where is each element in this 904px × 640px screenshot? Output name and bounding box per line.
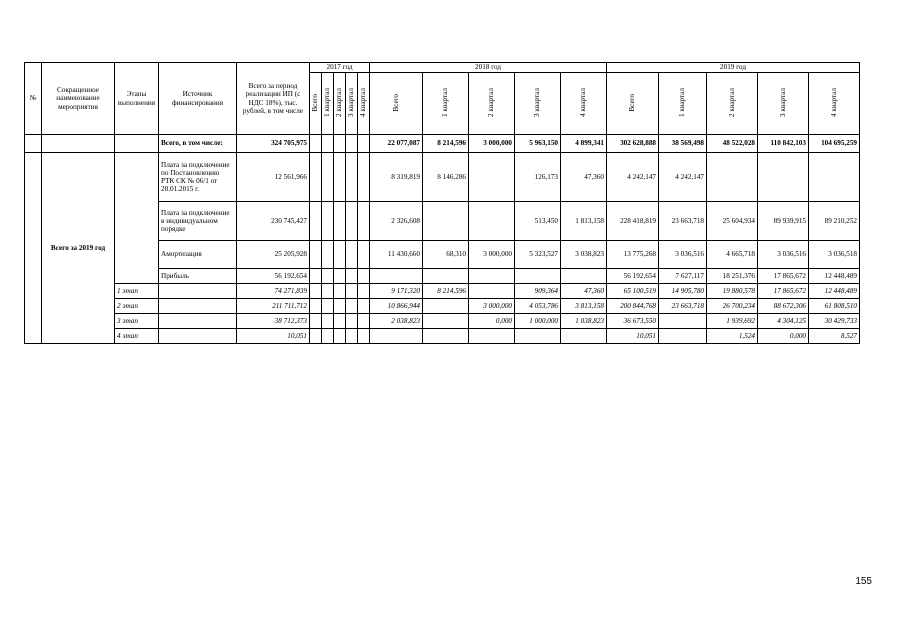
cell-2019-q1: 23 663,718 (659, 202, 707, 241)
summary-2018-q4: 4 899,341 (561, 135, 607, 153)
source-total: 230 745,427 (237, 202, 310, 241)
cell-2019-q4: 12 448,489 (809, 284, 860, 299)
cell-2018-q2: 3 000,000 (469, 299, 515, 314)
cell-2019-total: 4 242,147 (607, 153, 659, 202)
summary-2019-q2: 48 522,028 (707, 135, 758, 153)
cell-2018-total: 8 319,819 (370, 153, 423, 202)
cell-2018-q1 (423, 329, 469, 344)
source-label: Амортизация (159, 241, 237, 269)
header-2019-q1: 1 квартал (659, 73, 707, 135)
header-2018-q2: 2 квартал (469, 73, 515, 135)
header-2018-q4: 4 квартал (561, 73, 607, 135)
cell-2018-q3 (515, 329, 561, 344)
cell-2018-total: 9 171,320 (370, 284, 423, 299)
header-2019-q4: 4 квартал (809, 73, 860, 135)
cell-2019-q1 (659, 314, 707, 329)
cell-2018-q1: 8 146,286 (423, 153, 469, 202)
cell-2019-q2: 1 939,692 (707, 314, 758, 329)
cell-2018-q4: 1 813,158 (561, 202, 607, 241)
cell-2019-q3: 3 036,516 (758, 241, 809, 269)
cell-2018-total (370, 329, 423, 344)
cell-2019-q4: 3 036,518 (809, 241, 860, 269)
header-2017-q2: 2 квартал (334, 73, 346, 135)
cell-2019-total: 200 844,768 (607, 299, 659, 314)
cell-2018-q4 (561, 329, 607, 344)
header-2017-q1: 1 квартал (322, 73, 334, 135)
cell-2019-q1: 4 242,147 (659, 153, 707, 202)
cell-2018-q4 (561, 269, 607, 284)
summary-row (25, 135, 860, 153)
stage-total: 38 712,373 (237, 314, 310, 329)
header-source: Источник финансирования (159, 63, 237, 135)
source-total: 12 561,966 (237, 153, 310, 202)
header-name: Сокращенное наименование мероприятия (42, 63, 115, 135)
stage-label: 3 этап (115, 314, 159, 329)
summary-2017-q3 (346, 135, 358, 153)
cell-2018-total: 2 038,823 (370, 314, 423, 329)
cell-2018-q3: 4 053,786 (515, 299, 561, 314)
cell-2019-q4: 30 429,733 (809, 314, 860, 329)
cell-2019-total: 10,051 (607, 329, 659, 344)
stage-total: 10,051 (237, 329, 310, 344)
cell-2018-total (370, 269, 423, 284)
cell-2019-q3 (758, 153, 809, 202)
source-total: 25 205,928 (237, 241, 310, 269)
cell-2019-q2: 18 251,376 (707, 269, 758, 284)
cell-2018-q3: 5 323,527 (515, 241, 561, 269)
cell-2019-q2: 4 665,718 (707, 241, 758, 269)
header-2019-q2: 2 квартал (707, 73, 758, 135)
header-2019-q3: 3 квартал (758, 73, 809, 135)
header-2019-total: Всего (607, 73, 659, 135)
cell-2018-q2: 3 000,000 (469, 241, 515, 269)
cell-2019-q3: 0,000 (758, 329, 809, 344)
cell-2018-q2 (469, 329, 515, 344)
header-2018-q1: 1 квартал (423, 73, 469, 135)
cell-2018-q3: 909,364 (515, 284, 561, 299)
header-stage: Этапы выполнения (115, 63, 159, 135)
stage-label: 1 этап (115, 284, 159, 299)
cell-2019-q2 (707, 153, 758, 202)
cell-2018-q2 (469, 153, 515, 202)
cell-2019-q2: 19 880,578 (707, 284, 758, 299)
source-total: 56 192,654 (237, 269, 310, 284)
summary-2018-q1: 8 214,596 (423, 135, 469, 153)
header-2017-q3: 3 квартал (346, 73, 358, 135)
cell-2019-q3: 17 865,672 (758, 269, 809, 284)
stage-row (25, 329, 860, 344)
cell-2018-q4: 47,360 (561, 153, 607, 202)
stage-row (25, 299, 860, 314)
header-2017-total: Всего (310, 73, 322, 135)
cell-2019-q1: 23 663,718 (659, 299, 707, 314)
cell-2019-q4: 12 448,489 (809, 269, 860, 284)
cell-2019-total: 13 775,268 (607, 241, 659, 269)
cell-2018-q1 (423, 314, 469, 329)
cell-2018-q4: 1 038,823 (561, 314, 607, 329)
cell-2018-q1: 8 214,596 (423, 284, 469, 299)
cell-2018-q2 (469, 284, 515, 299)
summary-total: 324 705,975 (237, 135, 310, 153)
cell-2019-q1 (659, 329, 707, 344)
cell-2018-total: 10 866,944 (370, 299, 423, 314)
cell-2018-total: 11 430,660 (370, 241, 423, 269)
cell-2019-q1: 7 627,117 (659, 269, 707, 284)
header-year-2017: 2017 год (310, 63, 370, 73)
source-label: Прибыль (159, 269, 237, 284)
cell-2019-total: 36 673,550 (607, 314, 659, 329)
summary-2019-q1: 38 569,498 (659, 135, 707, 153)
cell-2018-q1 (423, 299, 469, 314)
header-total: Всего за период реализации ИП (с НДС 18%), тыс. рублей, в том числе (237, 63, 310, 135)
cell-2019-q3: 89 939,915 (758, 202, 809, 241)
header-2018-q3: 3 квартал (515, 73, 561, 135)
header-2017-q4: 4 квартал (358, 73, 370, 135)
summary-2017-q4 (358, 135, 370, 153)
cell-2019-total: 56 192,654 (607, 269, 659, 284)
cell-2019-q2: 25 604,934 (707, 202, 758, 241)
cell-2018-q3: 513,450 (515, 202, 561, 241)
stage-total: 211 711,712 (237, 299, 310, 314)
cell-2019-q3: 17 865,672 (758, 284, 809, 299)
cell-2019-q2: 26 700,234 (707, 299, 758, 314)
cell-2018-q3: 1 000,000 (515, 314, 561, 329)
summary-2019-total: 302 628,888 (607, 135, 659, 153)
header-year-2019: 2019 год (607, 63, 860, 73)
cell-2018-q1 (423, 202, 469, 241)
source-label: Плата за подключение в индивидуальном порядке (159, 202, 237, 241)
stage-label: 4 этап (115, 329, 159, 344)
cell-2019-total: 228 418,819 (607, 202, 659, 241)
stage-total: 74 271,839 (237, 284, 310, 299)
cell-2018-q4: 3 038,823 (561, 241, 607, 269)
stage-row (25, 284, 860, 299)
cell-2019-q4 (809, 153, 860, 202)
cell-2018-q2: 0,000 (469, 314, 515, 329)
header-2018-total: Всего (370, 73, 423, 135)
page-number: 155 (855, 576, 872, 587)
cell-2019-q3: 88 672,306 (758, 299, 809, 314)
group-label: Всего за 2019 год (42, 153, 115, 344)
row-no-cell (25, 153, 42, 344)
source-label: Плата за подключение по Постановлению РТК СК № 06/1 от 28.01.2015 г. (159, 153, 237, 202)
cell-2019-total: 65 100,519 (607, 284, 659, 299)
cell-2018-q2 (469, 269, 515, 284)
summary-2017-total (310, 135, 322, 153)
summary-2017-q1 (322, 135, 334, 153)
cell-2018-q4: 47,360 (561, 284, 607, 299)
summary-2017-q2 (334, 135, 346, 153)
cell-2019-q4: 89 210,252 (809, 202, 860, 241)
cell-2019-q1: 14 905,780 (659, 284, 707, 299)
cell-2018-q2 (469, 202, 515, 241)
investment-table (24, 62, 860, 344)
cell-2018-q4: 3 813,158 (561, 299, 607, 314)
cell-2018-total: 2 326,608 (370, 202, 423, 241)
cell-2018-q1 (423, 269, 469, 284)
summary-2018-q2: 3 000,000 (469, 135, 515, 153)
stage-label: 2 этап (115, 299, 159, 314)
cell-2019-q4: 61 808,510 (809, 299, 860, 314)
source-row (25, 153, 860, 202)
summary-2018-q3: 5 963,150 (515, 135, 561, 153)
cell-2018-q3: 126,173 (515, 153, 561, 202)
summary-2018-total: 22 077,087 (370, 135, 423, 153)
cell-2019-q3: 4 304,125 (758, 314, 809, 329)
cell-2018-q1: 68,310 (423, 241, 469, 269)
stage-row (25, 314, 860, 329)
cell-2019-q4: 8,527 (809, 329, 860, 344)
header-no: № (25, 63, 42, 135)
cell-2018-q3 (515, 269, 561, 284)
summary-label: Всего, в том числе: (159, 135, 237, 153)
cell-2019-q1: 3 036,516 (659, 241, 707, 269)
header-year-2018: 2018 год (370, 63, 607, 73)
cell-2019-q2: 1,524 (707, 329, 758, 344)
summary-2019-q4: 104 695,259 (809, 135, 860, 153)
summary-2019-q3: 110 842,103 (758, 135, 809, 153)
